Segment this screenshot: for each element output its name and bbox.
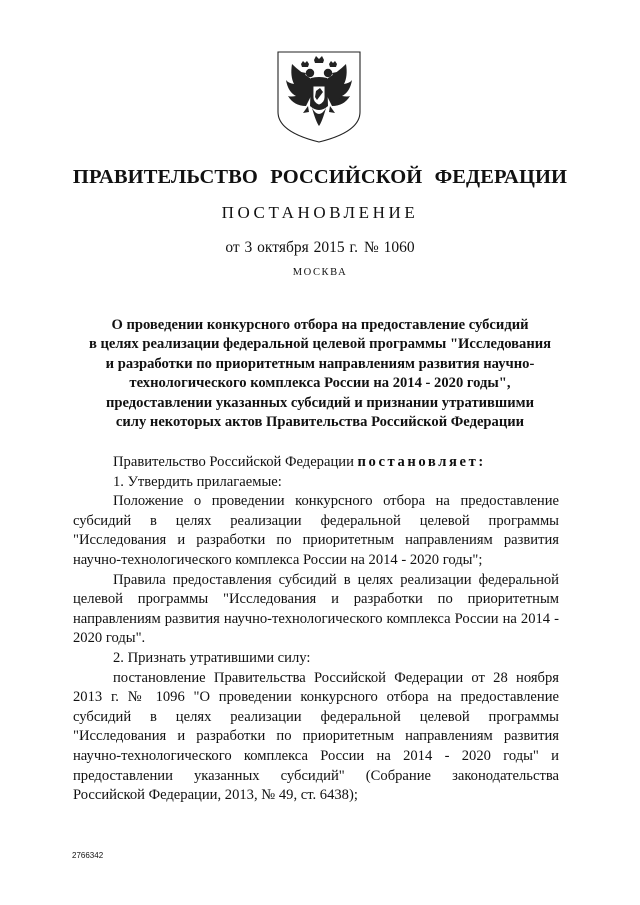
body-paragraph: 2. Признать утратившими силу: <box>113 649 311 666</box>
heading-line: и разработки по приоритетным направлениям развития научно- <box>105 355 535 372</box>
document-date: от 3 октября 2015 г. <box>225 239 358 256</box>
government-title: ПРАВИТЕЛЬСТВО РОССИЙСКОЙ ФЕДЕРАЦИИ <box>72 166 568 188</box>
heading-line: О проведении конкурсного отбора на предоставление субсидий <box>111 317 529 333</box>
heading-line: предоставлении указанных субсидий и признании утратившими <box>105 394 534 411</box>
document-type: ПОСТАНОВЛЕНИЕ <box>221 203 419 222</box>
body-paragraph: Правила предоставления субсидий в целях реализации федеральной целевой программы "Исследования и разработки по приоритетным направлениям развития научно-технологического комплекса России на 2014 - 2020 годы". <box>73 571 559 647</box>
intro-paragraph <box>73 453 559 473</box>
heading-line: силу некоторых актов Правительства Российской Федерации <box>115 414 525 431</box>
document-heading <box>60 316 580 432</box>
coat-of-arms-emblem <box>270 50 368 144</box>
document-body <box>73 453 559 806</box>
body-paragraph: постановление Правительства Российской Федерации от 28 ноября 2013 г. № 1096 "О проведении конкурсного отбора на предоставление субсидий в целях реализации федеральной целевой программы "Исследования и разработки по приоритетным направлениям развития научно-технологического комплекса России на 2014 - 2020 годы" и предоставлении указанных субсидий" (Собрание законодательства Российской Федерации, 2013, № 49, ст. 6438); <box>73 669 559 804</box>
intro-text: Правительство Российской Федерации <box>113 454 354 470</box>
heading-line: в целях реализации федеральной целевой программы "Исследования <box>88 336 552 353</box>
body-paragraph: 1. Утвердить прилагаемые: <box>113 473 282 490</box>
russian-coat-of-arms-icon <box>270 50 368 144</box>
issue-city: МОСКВА <box>292 267 348 278</box>
intro-resolves: постановляет: <box>357 454 486 470</box>
body-paragraph: Положение о проведении конкурсного отбора на предоставление субсидий в целях реализации федеральной целевой программы "Исследования и разработки по приоритетным направлениям развития научно-технологического комплекса России на 2014 - 2020 годы"; <box>73 493 559 568</box>
document-code: 2766342 <box>72 851 104 860</box>
heading-line: технологического комплекса России на 2014 - 2020 годы", <box>129 375 511 392</box>
document-number: № 1060 <box>363 239 415 256</box>
document-date-line <box>0 239 640 257</box>
